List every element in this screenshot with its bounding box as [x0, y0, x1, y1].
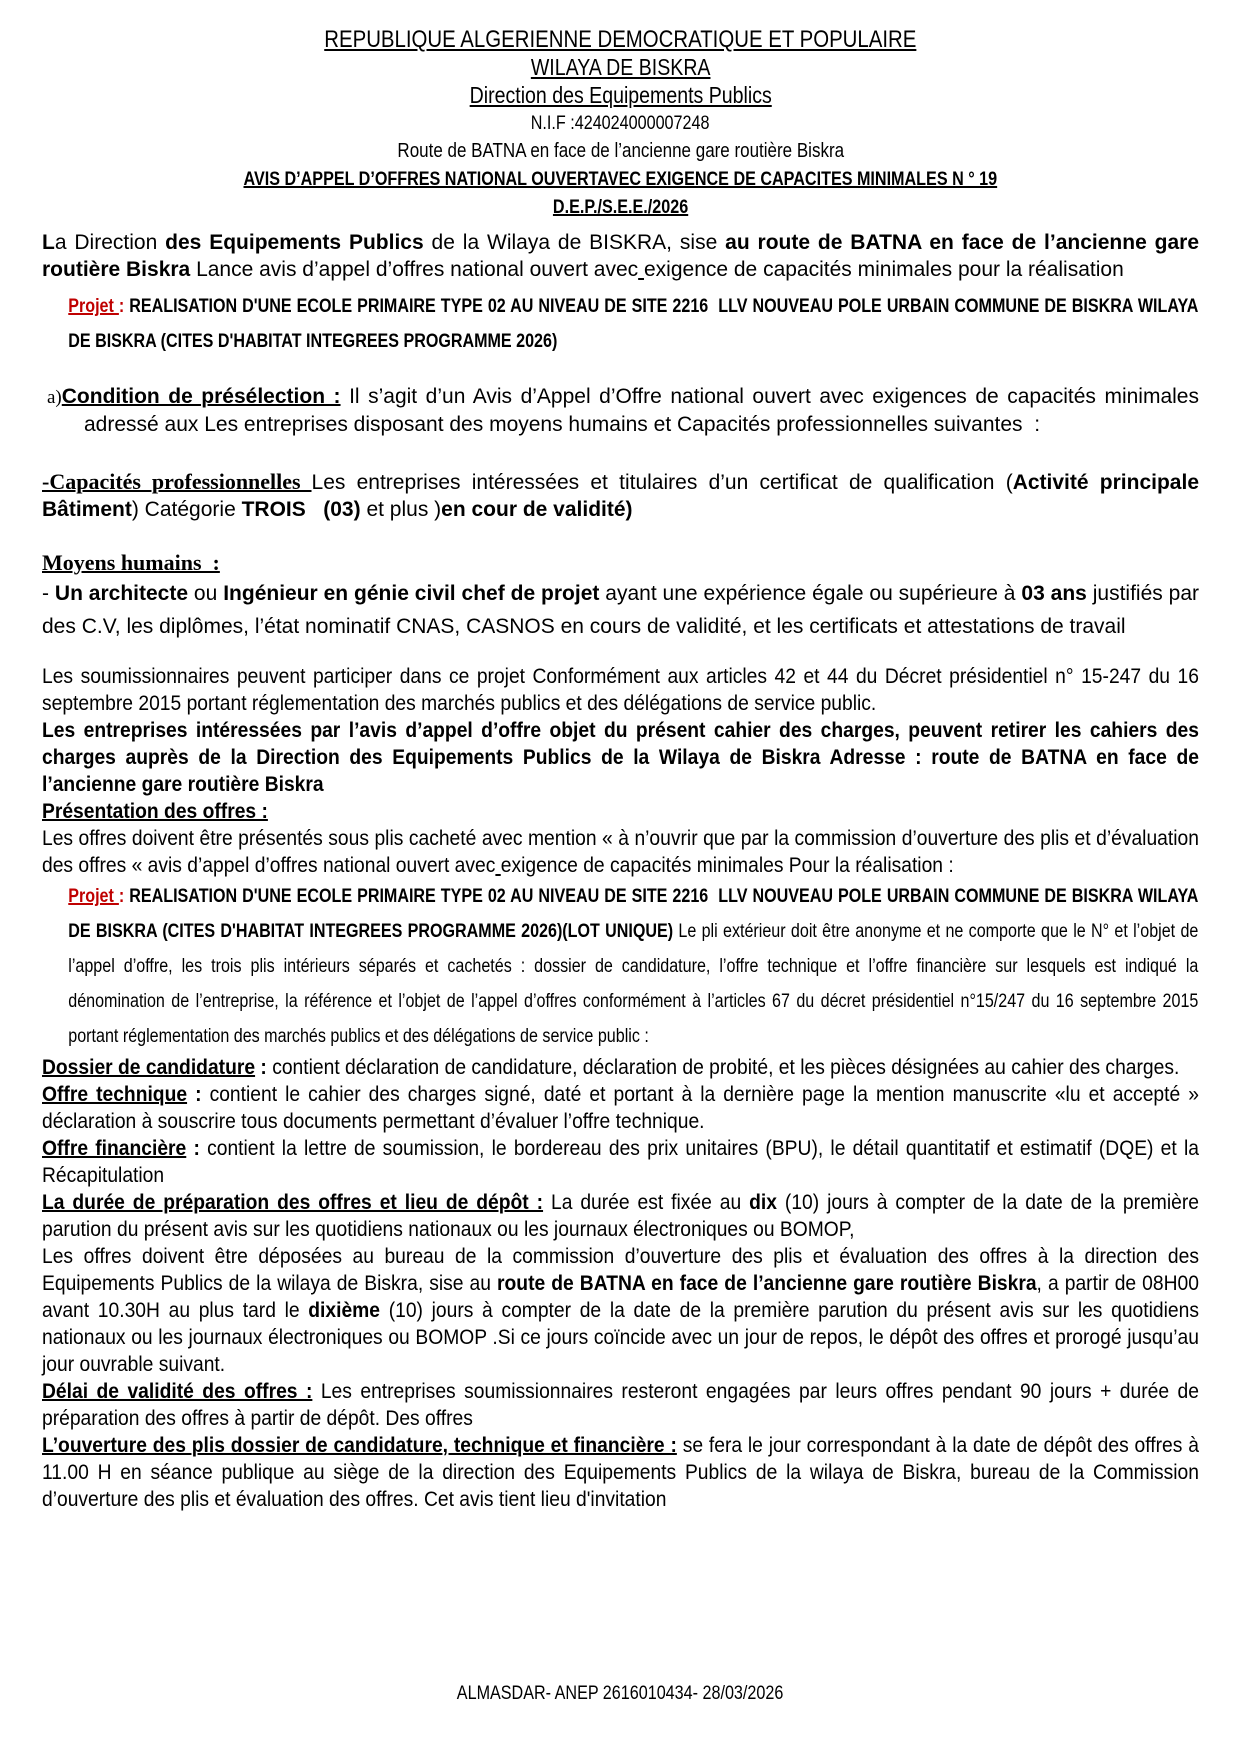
text-run: contient déclaration de candidature, déclaration de probité, et les pièces désignées au cahier des charges.: [272, 1056, 1180, 1079]
text-run: Les offres doivent être présentés sous plis cacheté avec mention « à n’ouvrir que par la commission d’ouverture des plis et d’évaluation des offres « avis d’appel d’offres national ouvert avec: [42, 827, 1199, 877]
text-run: et plus ): [360, 498, 442, 521]
wilaya-line: [42, 54, 1199, 82]
notice-title-line: [42, 165, 1199, 193]
capacites-label: -Capacités professionnelles: [42, 469, 312, 494]
republic-text: REPUBLIQUE ALGERIENNE DEMOCRATIQUE ET POPULAIRE: [324, 26, 917, 53]
text-run: ou: [188, 582, 224, 605]
text-run: TROIS (03): [241, 498, 361, 521]
text-run: 03 ans: [1021, 582, 1087, 605]
projet-title-text: REALISATION D'UNE ECOLE PRIMAIRE TYPE 02 AU NIVEAU DE SITE 2216 LLV NOUVEAU POLE URBAIN COMMUNE DE BISKRA WILAYA DE BISKRA (CITES D'HABITAT INTEGREES PROGRAMME 2026)(LOT UNIQUE): [68, 886, 1199, 942]
text-run: Les entreprises soumissionnaires resteront engagées par leurs offres pendant 90 jours + durée de préparation des offres à partir de dépôt. Des offres: [42, 1380, 1199, 1430]
ouverture-label: L’ouverture des plis dossier de candidature, technique et financière :: [42, 1434, 677, 1457]
text-run: Lance avis d’appel d’offres national ouvert avec: [190, 258, 639, 281]
delai-label: Délai de validité des offres :: [42, 1380, 313, 1403]
text-run: des Equipements Publics: [165, 231, 424, 254]
condition-section: [42, 383, 1199, 438]
dossier-paragraph: [42, 1054, 1199, 1081]
projet-colon: :: [118, 296, 130, 317]
intro-paragraph: [42, 229, 1199, 283]
text-run: Il s’agit d’un Avis d’Appel d’Offre national ouvert avec exigences de capacités minimales adressé aux Les entreprises disposant des moyens humains et Capacités professionnelles suivantes :: [84, 385, 1199, 436]
moyens-paragraph: [42, 577, 1199, 643]
text-run: Les entreprises intéressées par l’avis d’appel d’offre objet du présent cahier des charges, peuvent retirer les cahiers des charges auprès de la Direction des Equipements Publics de la Wilaya de Biskra Adresse : route de BATNA en face de l’ancienne gare routière Biskra: [42, 719, 1199, 796]
text-run: contient la lettre de soumission, le bordereau des prix unitaires (BPU), le détail quantitatif et estimatif (DQE) et la Récapitulation: [42, 1137, 1199, 1187]
projet-label: Projet: [68, 886, 119, 907]
section-letter: a): [47, 387, 62, 408]
text-run: au route de BATNA en face de l’ancienne gare routière Biskra: [42, 231, 1199, 281]
direction-line: [42, 82, 1199, 110]
depot-paragraph: [42, 1243, 1199, 1378]
text-run: a Direction: [54, 231, 166, 254]
footer-imprint: [0, 1682, 1241, 1706]
condition-label: Condition de présélection :: [61, 385, 341, 408]
text-run: :: [255, 1056, 273, 1079]
wilaya-text: WILAYA DE BISKRA: [530, 54, 711, 80]
imprint-text: ALMASDAR- ANEP 2616010434- 28/03/2026: [457, 1683, 784, 1704]
text-run: ) Catégorie: [131, 498, 242, 521]
text-run: Les offres doivent être déposées au bureau de la commission d’ouverture des plis et évaluation des offres à la direction des Equipements Publics de la wilaya de Biskra, sise au: [42, 1245, 1199, 1295]
address-text: Route de BATNA en face de l’ancienne gare routière Biskra: [397, 140, 844, 162]
text-run: dix: [749, 1191, 777, 1214]
text-run: -: [42, 582, 55, 605]
text-run: Un architecte: [54, 582, 189, 605]
offre-technique-paragraph: [42, 1081, 1199, 1135]
text-run: :: [187, 1083, 210, 1106]
text-run: justifiés par des C.V, les diplômes, l’état nominatif CNAS, CASNOS en cours de validité, et les certificats et attestations de travail: [42, 582, 1200, 638]
presentation-paragraph: [42, 825, 1199, 879]
capacites-paragraph: [42, 468, 1199, 523]
projet-label: Projet: [68, 296, 119, 317]
text-run: :: [186, 1137, 208, 1160]
text-run: Ingénieur en génie civil chef de projet: [223, 582, 600, 605]
text-run: route de BATNA en face de l’ancienne gare routière Biskra: [497, 1272, 1037, 1295]
notice-ref-text: D.E.P./S.E.E./2026: [552, 197, 689, 218]
nif-line: [42, 110, 1199, 137]
dossier-label: Dossier de candidature: [42, 1056, 256, 1079]
projet1-paragraph: [42, 289, 1198, 359]
notice-ref-line: [42, 193, 1199, 221]
projet-colon: :: [118, 886, 130, 907]
text-run: (10) jours à compter de la date de la première parution du présent avis sur les quotidiens nationaux ou les journaux électroniques ou BOMOP .Si ce jours coïncide avec un jour de repos, le dépôt des offres et prorogé jusqu’au jour ouvrable suivant.: [42, 1299, 1199, 1376]
duree-label: La durée de préparation des offres et lieu de dépôt :: [42, 1191, 544, 1214]
text-run: de la Wilaya de BISKRA, sise: [423, 231, 726, 254]
offre-technique-label: Offre technique: [42, 1083, 188, 1106]
soumissionnaires-paragraph: [42, 663, 1199, 717]
offre-financiere-paragraph: [42, 1135, 1199, 1189]
duree-paragraph: [42, 1189, 1199, 1243]
text-run: L: [42, 231, 55, 254]
text-run: , a partir de 08H00 avant 10.30H au plus tard le: [42, 1272, 1199, 1322]
address-line: [42, 137, 1199, 165]
text-run: (10) jours à compter de la date de la première parution du présent avis sur les quotidiens nationaux ou les journaux électroniques ou BOMOP,: [42, 1191, 1199, 1241]
text-run: dixième: [308, 1299, 381, 1322]
projet2-paragraph: [42, 879, 1198, 1054]
presentation-label: Présentation des offres :: [42, 800, 268, 823]
text-run: en cour de validité): [441, 498, 633, 521]
republic-line: [42, 26, 1199, 54]
text-run: exigence de capacités minimales pour la réalisation: [643, 258, 1124, 281]
moyens-heading: [42, 549, 1199, 577]
text-run: exigence de capacités minimales Pour la réalisation :: [500, 854, 954, 877]
text-run: Activité principale Bâtiment: [42, 471, 1200, 521]
ouverture-paragraph: [42, 1432, 1199, 1513]
projet-title-text: REALISATION D'UNE ECOLE PRIMAIRE TYPE 02 AU NIVEAU DE SITE 2216 LLV NOUVEAU POLE URBAIN COMMUNE DE BISKRA WILAYA DE BISKRA (CITES D'HABITAT INTEGREES PROGRAMME 2026): [68, 296, 1199, 352]
presentation-heading: [42, 798, 1199, 825]
text-run: se fera le jour correspondant à la date de dépôt des offres à 11.00 H en séance publique au siège de la direction des Equipements Publics de la wilaya de Biskra, bureau de la Commission d’ouverture des plis et évaluation des offres. Cet avis tient lieu d'invitation: [42, 1434, 1199, 1511]
doc-header: [42, 26, 1199, 221]
moyens-label: Moyens humains :: [42, 550, 220, 575]
text-run: Les entreprises intéressées et titulaires d’un certificat de qualification (: [311, 471, 1013, 494]
direction-text: Direction des Equipements Publics: [469, 82, 772, 108]
text-run: La durée est fixée au: [543, 1191, 750, 1214]
retrait-paragraph: [42, 717, 1199, 798]
nif-text: N.I.F :424024000007248: [531, 113, 710, 134]
notice-title-text: AVIS D’APPEL D’OFFRES NATIONAL OUVERTAVEC EXIGENCE DE CAPACITES MINIMALES N ° 19: [243, 169, 998, 190]
delai-paragraph: [42, 1378, 1199, 1432]
text-run: Les soumissionnaires peuvent participer dans ce projet Conformément aux articles 42 et 44 du Décret présidentiel n° 15-247 du 16 septembre 2015 portant réglementation des marchés publics et des délégations de service public.: [42, 665, 1199, 715]
text-run: ayant une expérience égale ou supérieure à: [599, 582, 1022, 605]
text-run: contient le cahier des charges signé, daté et portant à la dernière page la mention manuscrite «lu et accepté » déclaration à souscrire tous documents permettant d’évaluer l’offre technique.: [42, 1083, 1199, 1133]
offre-financiere-label: Offre financière: [42, 1137, 187, 1160]
text-run: Le pli extérieur doit être anonyme et ne comporte que le N° et l’objet de l’appel d’offre, les trois plis intérieurs séparés et cachetés : dossier de candidature, l’offre technique et l’offre financière sur lesquels est indiqué la dénomination de l’entreprise, la référence et l’objet de l’appel d’offres conformément à l’articles 67 du décret présidentiel n°15/247 du 16 septembre 2015 portant réglementation des marchés publics et des délégations de service public :: [68, 921, 1199, 1047]
